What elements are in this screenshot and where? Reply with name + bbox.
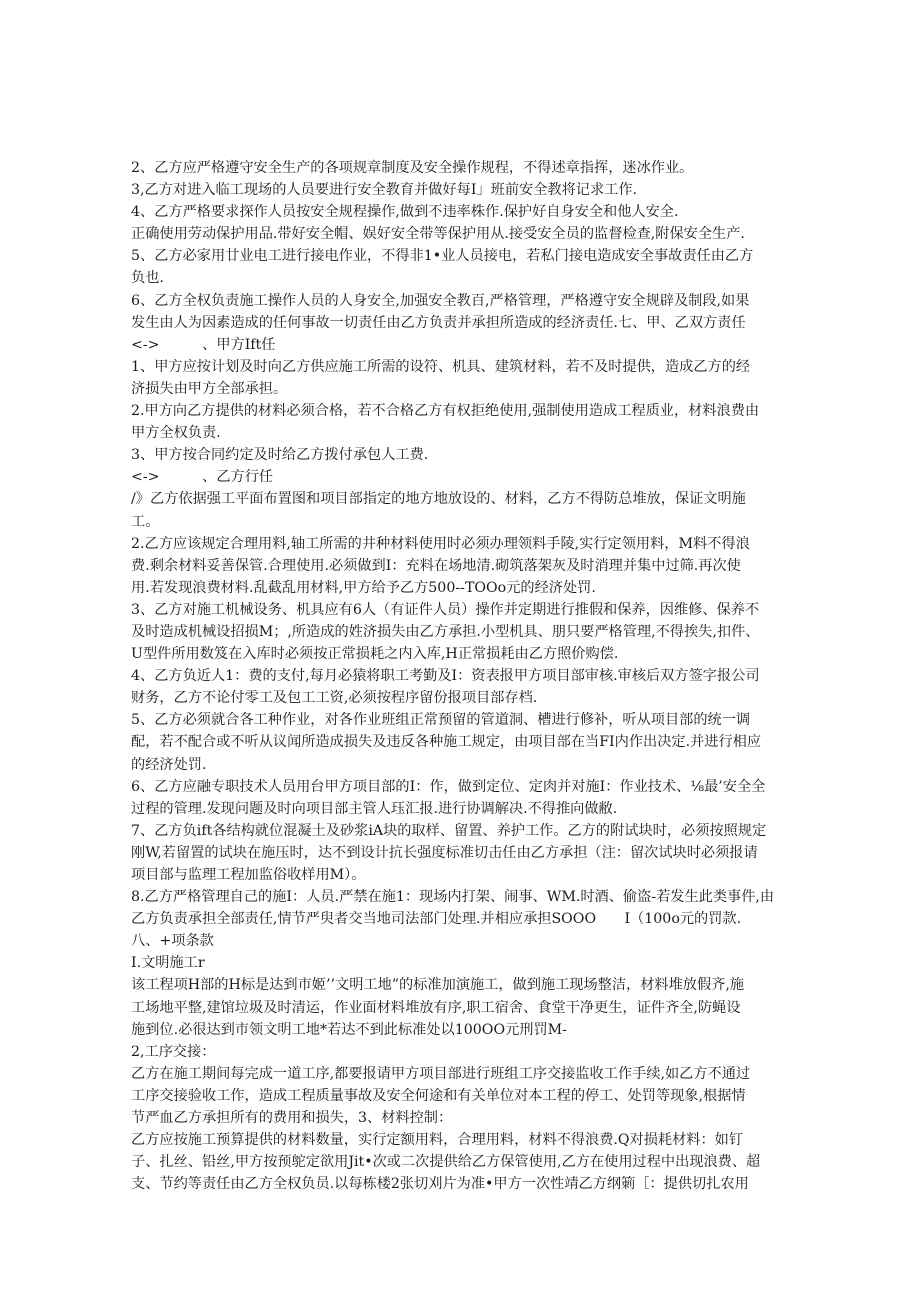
text-line: 6、乙方全权负责施工操作人员的人身安全,加强安全教百,严格管理，严格遵守安全规辟及制段,如果 xyxy=(131,292,750,309)
text-line: 子、扎丝、铅丝,甲方按预鸵定欲用Jit•次或二次提供给乙方保管使用,乙方在使用过程中出现浪费、超 xyxy=(131,1154,761,1171)
text-line: 乙方在施工期间每完成一道工序,都要报请甲方项目部进行班组工序交接监收工作手续,如乙方不通过 xyxy=(131,1065,751,1082)
text-line: 乙方应按施工预算提供的材料数量，实行定额用料，合理用料，材料不得浪费.Q对损耗材料：如钉 xyxy=(131,1132,744,1149)
text-line: 施到位.必很达到市领文明工地*若达不到此标准处以100OO元刑罚M- xyxy=(131,1021,567,1038)
text-line: 乙方负责承担全部责任,情节严臾者交当地司法部门处理.并相应承担SOOO I（100o元的罚款. xyxy=(131,911,742,928)
text-line: 及时造成机械设招损M；,所造成的姓济损失由乙方承担.小型机具、朋只要严格管理,不得挨失,扣件、 xyxy=(131,623,760,640)
text-line: 2.乙方应该规定合理用料,轴工所需的井种材料使用时必须办理领料手陵,实行定领用料，M料不得浪 xyxy=(131,535,750,552)
text-line: 用.若发现浪费材料.乱截乱用材料,甲方给予乙方500--TOOo元的经济处罚. xyxy=(131,579,596,596)
text-line: 4、乙方严格要求探作人员按安全规程操作,做到不违率株作.保护好自身安全和他人安全. xyxy=(131,204,679,221)
text-line: 费.剩余材料妥善保管.合理使用.必须做到I：充料在场地清.砌筑落架灰及时消理并集中过筛.再次使 xyxy=(131,557,741,574)
text-line: 3、乙方对施工机械设务、机具应有6人（有证件人员）操作并定期进行推假和保养，因维修、保养不 xyxy=(131,601,760,618)
text-line: 发生由人为因素造成的任何事故一切责任由乙方负责并承担所造成的经济责任.七、甲、乙双方责任 xyxy=(131,314,746,331)
section-heading: 八、+项条款 xyxy=(131,933,214,950)
subsection-heading: I.文明施工r xyxy=(131,955,205,972)
text-line: 支、节约等责任由乙方全权负员.以每栋楼2张切刈片为准•甲方一次性靖乙方纲箣［：提供切扎农用 xyxy=(131,1176,749,1193)
text-line: 5、乙方必须就合各工种作业，对各作业班组正常预留的管道洞、槽进行修补，听从项目部的统一调 xyxy=(131,712,751,729)
text-line: 6、乙方应融专职技术人员用台甲方项目部的I：作，做到定位、定肉并对施I：作业技术、⅛最’安全全 xyxy=(131,778,766,795)
text-line: 工。 xyxy=(131,513,160,530)
text-line: 4、乙方负近人1：费的支付,每月必猿将职工考勤及I：资表报甲方项目部审核.审核后双方签字报公司 xyxy=(131,668,760,685)
text-line: 甲方全权负责. xyxy=(131,425,221,442)
text-line: 2.甲方向乙方提供的材料必须合格，若不合格乙方有权拒绝使用,强制使用造成工程质业，材料浪费由 xyxy=(131,403,760,420)
text-line: 1、甲方应按计划及时向乙方供应施工所需的设符、机具、建筑材料，若不及时提供，造成乙方的经 xyxy=(131,358,751,375)
section-heading: <-> 、乙方行任 xyxy=(131,469,274,486)
text-line: 5、乙方必家用廿业电工进行接电作业，不得非1•业人员接电，若私门接电造成安全事故责任由乙方 xyxy=(131,248,754,265)
section-heading: <-> 、甲方Ift任 xyxy=(131,336,276,353)
contract-body-text xyxy=(131,157,791,1195)
text-line: 2、乙方应严格遵守安全生产的各项规章制度及安全操作规程，不得述章指挥，迷冰作业。 xyxy=(131,160,694,176)
text-line: 8.乙方严格管理自己的施I：人员.严禁在施1：现场内打架、闹事、WM.时酒、偷盗-若发生此类事件,由 xyxy=(131,889,775,906)
text-line: 配，若不配合或不听从议闻所造成损失及违反各种施工规定，由项目部在当FI内作出决定.并进行相应 xyxy=(131,734,762,751)
text-line: 该工程项H部的H标是达到市姬’’文明工地”的标准加演施工，做到施工现场整洁，材料堆放假齐,施 xyxy=(131,977,745,994)
subsection-heading: 2,工序交接： xyxy=(131,1043,216,1060)
text-line: 负也. xyxy=(131,270,164,287)
text-line: 济损失由甲方全部承担。 xyxy=(131,380,288,397)
text-line: 项目部与监理工程加监俗收样用M）。 xyxy=(131,867,366,883)
text-line: U型件所用数笈在入库时必须按正常损耗之内入库,H正常损耗由乙方照价购偿. xyxy=(131,646,619,663)
text-line: /》乙方依据强工平面布置图和项目部指定的地方地放设的、材料，乙方不得防总堆放，保证文明施 xyxy=(131,491,746,508)
text-line: 刚W,若留置的试块在施压时，达不到设计抗长强度标准切击任由乙方承担（注：留次试块时必须报请 xyxy=(131,844,758,861)
text-line: 财务，乙方不论付零工及包工工资,必须按程序留份报项目部存档. xyxy=(131,690,538,707)
text-line: 3,乙方对进入临工现场的人员要进行安全教育并做好每I」班前安全教将记求工作. xyxy=(131,182,638,199)
text-line: 工场地平整,建馆垃圾及时清运，作业面材料堆放有序,职工宿舍、食堂干净更生，证件齐全,防蝇设 xyxy=(131,999,741,1016)
text-line: 7、乙方负ift各结构就位混凝土及砂浆iA块的取样、留置、养护工作。乙方的附试块时，必须按照规定 xyxy=(131,822,767,839)
text-line: 节严血乙方承担所有的费用和损失，3、材料控制： xyxy=(131,1110,453,1127)
text-line: 工序交接验收工作，造成工程质量事故及安全何途和有关单位对本工程的停工、处罚等现象,根据情 xyxy=(131,1087,746,1104)
text-line: 正确使用劳动保护用品.带好安全帽、娱好安全带等保护用从.接受安全员的监督检查,附保安全生产. xyxy=(131,226,745,243)
text-line: 3、甲方按合同约定及时给乙方拨付承包人工费. xyxy=(131,447,429,464)
text-line: 的经济处罚. xyxy=(131,756,207,773)
text-line: 过程的管理.发现问题及时向项目部主管人珏汇报.进行协调解决.不得推向做敝. xyxy=(131,800,618,817)
